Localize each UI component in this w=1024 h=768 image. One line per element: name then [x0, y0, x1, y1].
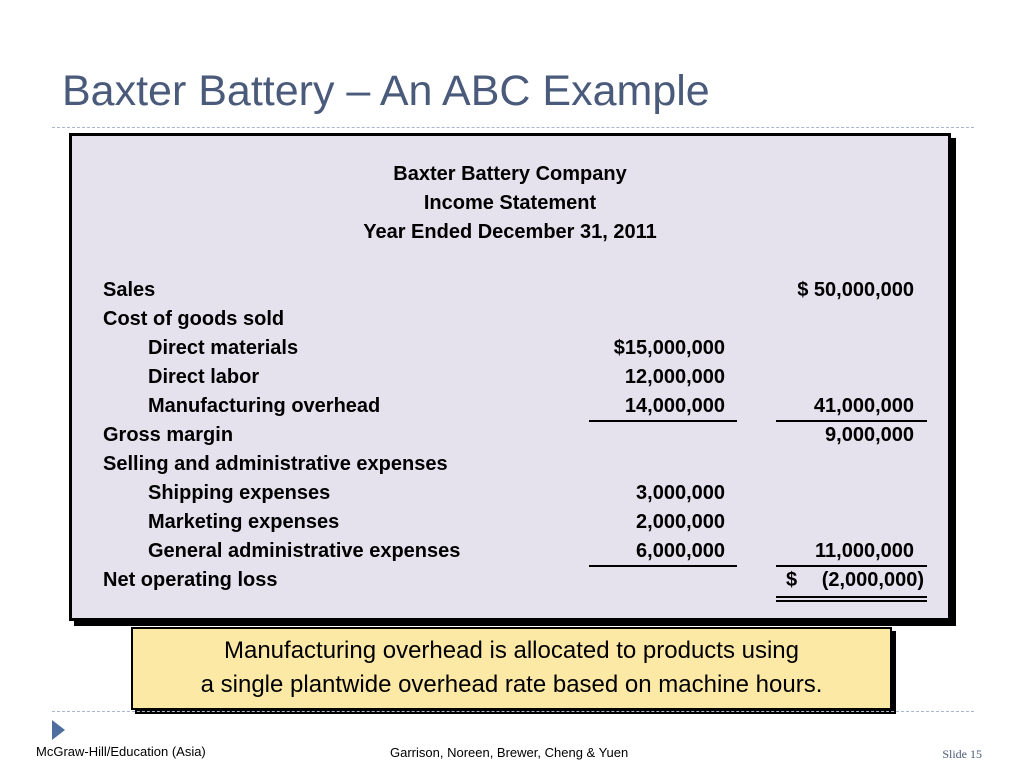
footer-publisher: McGraw-Hill/Education (Asia) — [36, 744, 206, 759]
row-cogs — [72, 305, 948, 334]
callout-line-2: a single plantwide overhead rate based on machine hours. — [200, 671, 823, 698]
row-total: $ 50,000,000 — [797, 279, 914, 301]
row-label: Shipping expenses — [148, 482, 331, 504]
row-general-admin — [72, 537, 948, 566]
row-direct-materials — [72, 334, 948, 363]
row-label: Cost of goods sold — [103, 308, 285, 330]
row-label: Manufacturing overhead — [148, 395, 381, 417]
slide-number: Slide 15 — [942, 747, 982, 761]
row-total: (2,000,000) — [821, 569, 924, 591]
row-label: Direct labor — [148, 366, 260, 388]
row-total: 41,000,000 — [813, 395, 914, 417]
row-manufacturing-overhead — [72, 392, 948, 421]
row-amount: $15,000,000 — [613, 337, 725, 359]
statement-report: Income Statement — [423, 192, 597, 214]
row-dollar-sign: $ — [786, 569, 798, 591]
row-direct-labor — [72, 363, 948, 392]
footer-divider — [52, 711, 974, 712]
row-amount: 3,000,000 — [636, 482, 725, 504]
income-statement — [69, 133, 951, 621]
row-total: 11,000,000 — [815, 540, 914, 562]
row-label: Selling and administrative expenses — [103, 453, 448, 475]
row-net-operating-loss — [72, 566, 948, 595]
row-amount: 14,000,000 — [624, 395, 725, 417]
callout-note — [131, 627, 892, 710]
slide-title: Baxter Battery – An ABC Example — [62, 67, 710, 115]
callout-line-1: Manufacturing overhead is allocated to products using — [223, 637, 799, 664]
row-sales — [72, 276, 948, 305]
row-amount: 6,000,000 — [636, 540, 725, 562]
row-marketing — [72, 508, 948, 537]
double-underline-bottom — [776, 600, 927, 602]
footer-authors: Garrison, Noreen, Brewer, Cheng & Yuen — [390, 745, 629, 760]
row-label: Marketing expenses — [148, 511, 340, 533]
triangle-bullet-icon — [52, 720, 65, 740]
title-divider — [52, 127, 974, 128]
row-label: Direct materials — [148, 337, 299, 359]
row-amount: 2,000,000 — [636, 511, 725, 533]
row-label: Gross margin — [103, 424, 234, 446]
row-label: Sales — [103, 279, 156, 301]
row-gross-margin — [72, 421, 948, 450]
row-shipping — [72, 479, 948, 508]
row-label: General administrative expenses — [148, 540, 461, 562]
statement-period: Year Ended December 31, 2011 — [363, 221, 657, 243]
row-label: Net operating loss — [103, 569, 278, 591]
statement-company: Baxter Battery Company — [393, 163, 627, 185]
row-selling-admin — [72, 450, 948, 479]
row-amount: 12,000,000 — [624, 366, 725, 388]
row-total: 9,000,000 — [825, 424, 914, 446]
double-underline-top — [776, 596, 927, 598]
